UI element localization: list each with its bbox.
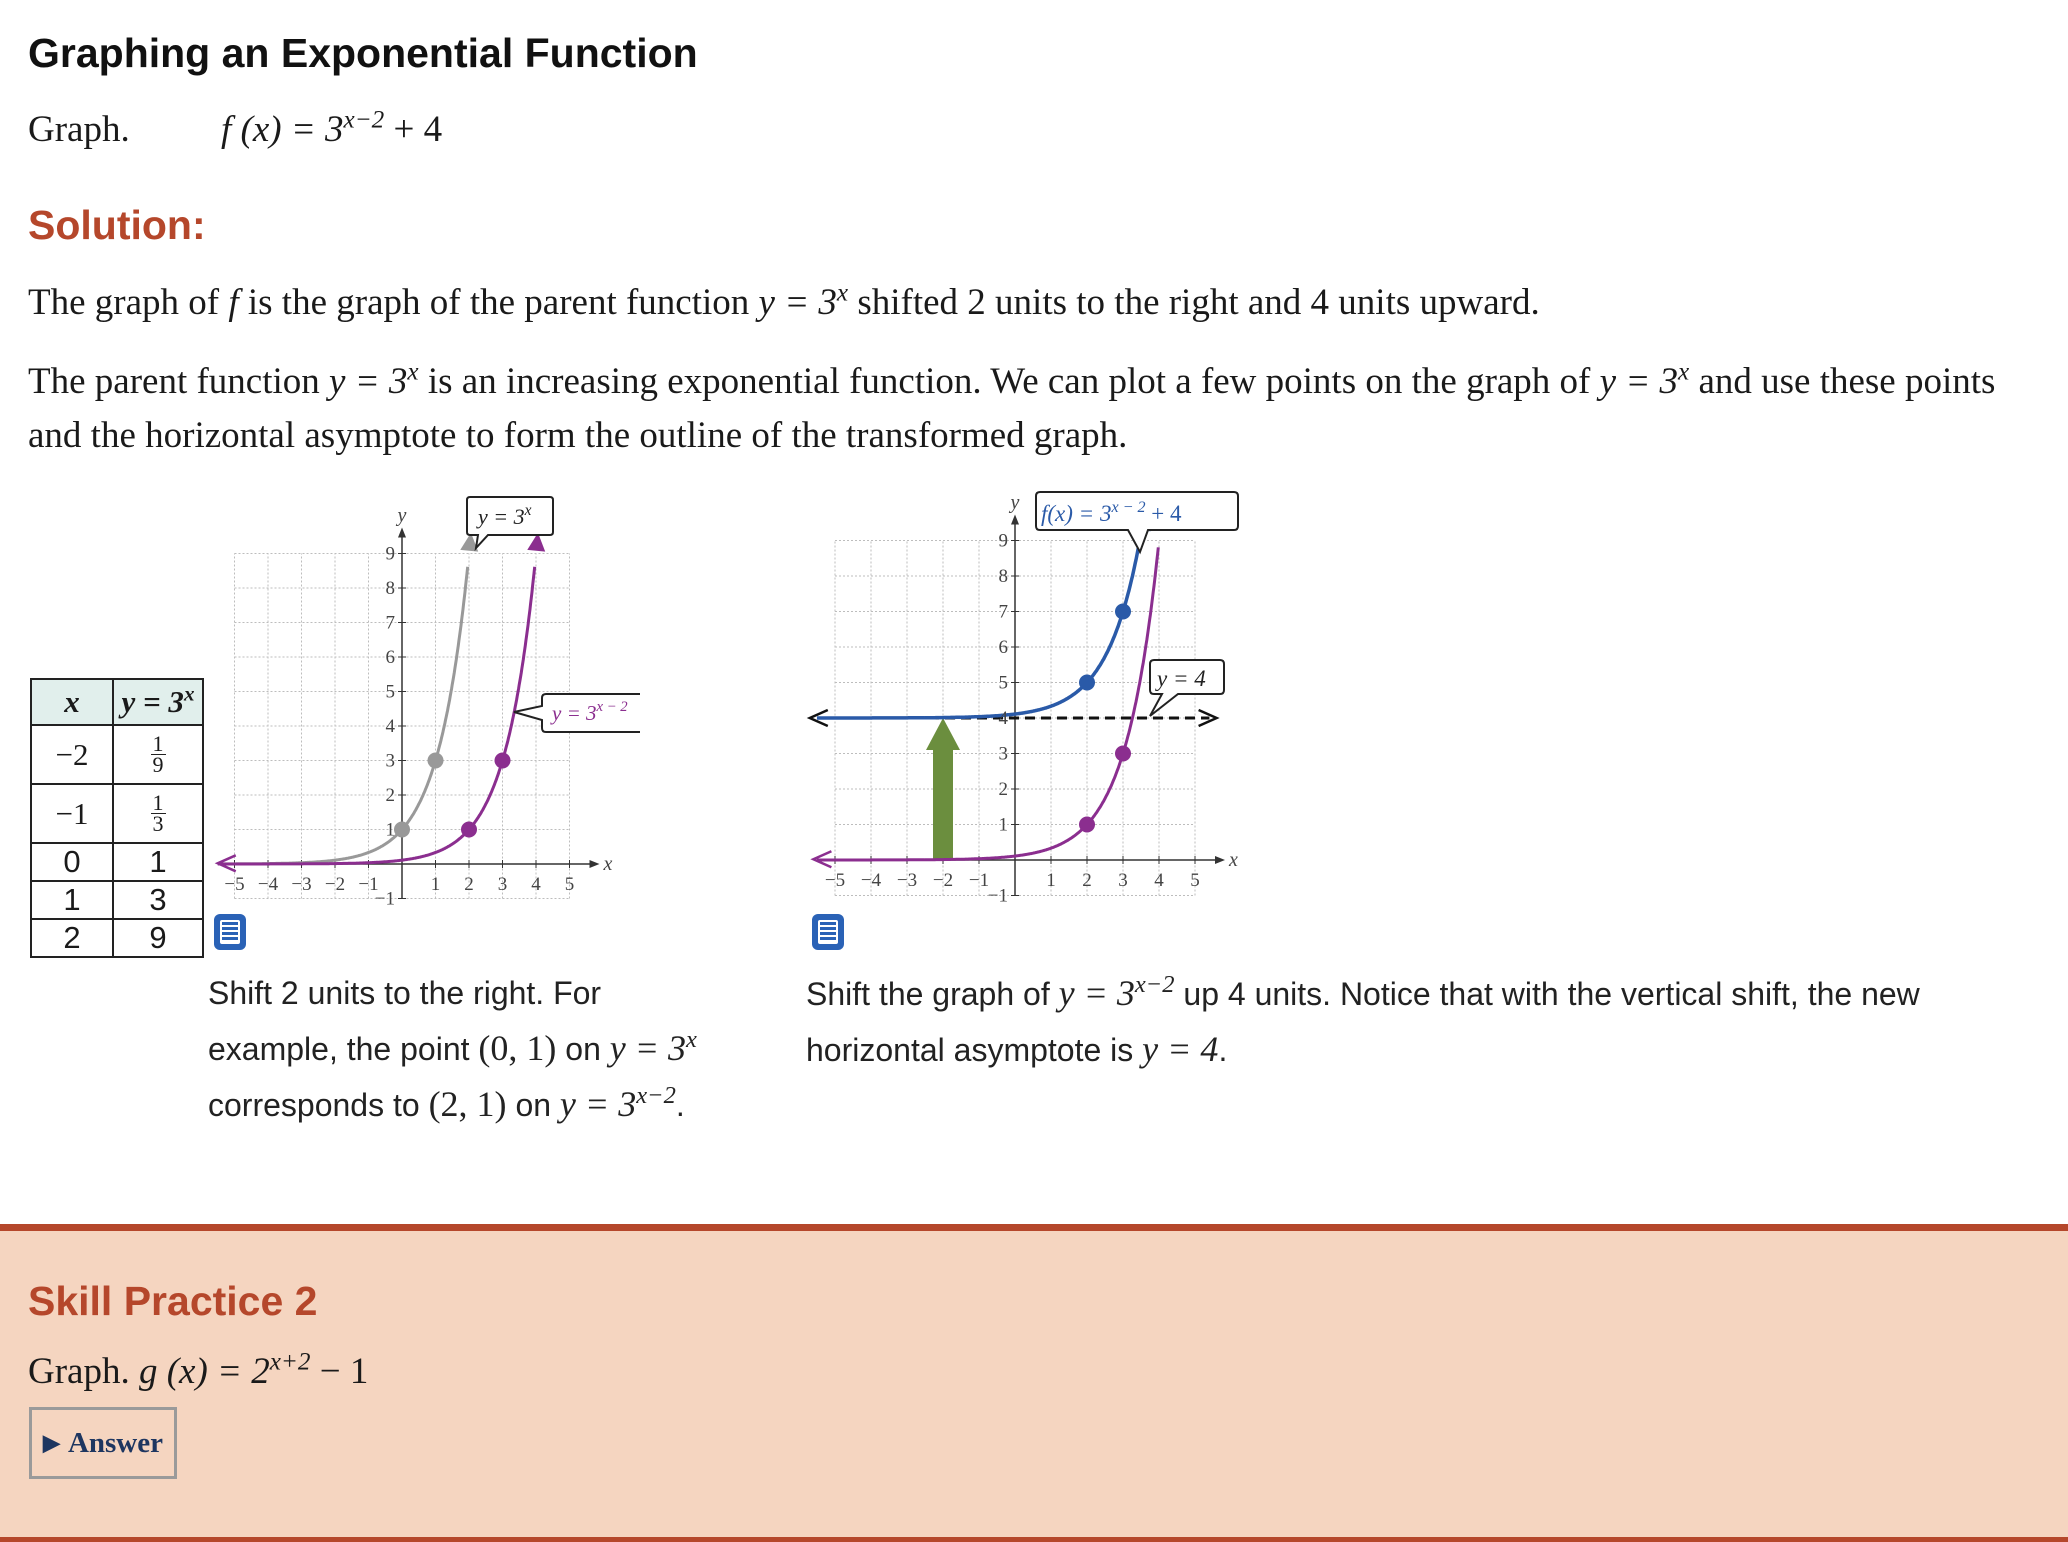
shifted-curve <box>218 567 535 864</box>
problem-function: f $(x) = 3^{x-2} + 4$ <box>220 106 443 150</box>
table-row <box>31 843 203 881</box>
y-tick-label: 6 <box>385 647 395 668</box>
table-cell-x: 2 <box>31 919 113 957</box>
x-tick-label: 5 <box>564 874 575 895</box>
shifted-curve <box>817 547 1158 860</box>
skill-practice-heading: Skill Practice 2 <box>28 1278 318 1324</box>
x-tick-label: −3 <box>896 870 918 891</box>
y-axis-label: y <box>397 504 407 527</box>
x-tick-label: −4 <box>257 874 279 895</box>
y-tick-label: 1 <box>998 814 1008 836</box>
table-row <box>31 881 203 919</box>
table-row <box>31 784 203 843</box>
y-tick-label: −1 <box>987 885 1008 907</box>
table-row <box>31 725 203 784</box>
shift-arrow-head <box>926 718 960 750</box>
table-header-y: $y = 3^x$ <box>113 679 203 725</box>
table-cell-y: 1 <box>113 843 203 881</box>
problem-label: Graph. <box>28 109 130 150</box>
x-tick-label: 1 <box>1046 870 1056 891</box>
final-point <box>1115 604 1131 620</box>
callout-f-label: $f(x) = 3^{x - 2} + 4$ <box>1041 499 1182 526</box>
table-header-row <box>31 679 203 725</box>
x-tick-label: 4 <box>531 874 541 895</box>
x-tick-label: −5 <box>224 874 245 895</box>
callout-shifted-label: $y = 3^{x - 2}$ <box>552 699 628 725</box>
table-cell-x: −2 <box>31 725 113 784</box>
y-axis-arrow <box>398 528 406 538</box>
y-tick-label: 5 <box>998 672 1008 694</box>
x-tick-label: −5 <box>824 870 846 891</box>
table-row <box>31 919 203 957</box>
shift-arrow-shaft <box>933 750 953 860</box>
x-tick-label: −2 <box>324 874 346 895</box>
skill-practice-problem: Graph. g $(x) = 2^{x+2} - 1$ <box>28 1348 369 1392</box>
x-tick-label: 5 <box>1190 870 1200 891</box>
x-tick-label: 1 <box>430 874 441 895</box>
graph-parent-and-shifted <box>200 480 640 920</box>
x-tick-label: 3 <box>497 874 508 895</box>
answer-label: Answer <box>67 1426 163 1459</box>
y-tick-label: 2 <box>998 779 1008 800</box>
y-tick-label: 7 <box>385 612 395 634</box>
answer-button[interactable] <box>29 1407 177 1479</box>
x-axis-arrow <box>1215 856 1225 864</box>
y-tick-label: 9 <box>385 543 395 565</box>
y-tick-label: 7 <box>998 601 1008 623</box>
x-axis-label: x <box>603 853 613 875</box>
y-tick-label: 6 <box>998 637 1008 658</box>
y-tick-label: 3 <box>998 743 1008 765</box>
callout-asym-label: y = 4 <box>1157 666 1206 691</box>
y-tick-label: 4 <box>998 708 1008 729</box>
y-tick-label: 9 <box>998 530 1008 552</box>
parent-point <box>394 822 410 838</box>
play-triangle-icon: ▶ <box>43 1430 60 1455</box>
table-cell-x: −1 <box>31 784 113 843</box>
x-tick-label: −3 <box>291 874 312 895</box>
final-point <box>1079 675 1095 691</box>
table-cell-y: 3 <box>113 881 203 919</box>
y-tick-label: 8 <box>998 566 1008 587</box>
values-table <box>30 678 204 958</box>
y-tick-label: 4 <box>385 716 395 737</box>
table-cell-y: $\frac{1}{3}$ <box>113 784 203 843</box>
shifted-point <box>1115 746 1131 762</box>
table-cell-y: $\frac{1}{9}$ <box>113 725 203 784</box>
parent-curve <box>218 567 468 864</box>
shifted-point <box>461 822 477 838</box>
graph1-caption: Shift 2 units to the right. For example, the point (0, 1) on $y = 3^x$ corresponds to (2, 1) on $y = 3^{x-2}$. <box>208 975 697 1124</box>
graph2-labels <box>825 492 1238 907</box>
final-curve <box>817 525 1142 718</box>
graph2-caption: Shift the graph of $y = 3^{x-2}$ up 4 units. Notice that with the vertical shift, the new horizontal asymptote is y = 4. <box>806 971 1920 1069</box>
y-tick-label: 2 <box>385 785 395 806</box>
graph1-curves <box>218 533 545 872</box>
table-cell-y: 9 <box>113 919 203 957</box>
x-tick-label: 2 <box>1082 870 1092 891</box>
y-axis-arrow <box>1011 515 1019 525</box>
table-header-x: x <box>31 679 113 725</box>
problem-statement <box>28 108 442 151</box>
parent-point <box>428 753 444 769</box>
y-tick-label: 5 <box>385 681 395 703</box>
y-axis-label: y <box>1010 491 1020 514</box>
x-tick-label: −1 <box>968 870 990 891</box>
document-icon[interactable] <box>812 914 844 950</box>
table-cell-x: 0 <box>31 843 113 881</box>
shifted-point <box>1079 817 1095 833</box>
y-tick-label: 1 <box>385 819 395 841</box>
graph-vertical-shift <box>800 480 1260 920</box>
x-tick-label: 2 <box>464 874 474 895</box>
shifted-point <box>495 753 511 769</box>
y-tick-label: 8 <box>385 578 395 599</box>
callout-parent-label: $y = 3^x$ <box>478 502 532 529</box>
x-tick-label: 4 <box>1154 870 1164 891</box>
x-tick-label: −2 <box>932 870 954 891</box>
graph2-axes <box>835 515 1225 896</box>
y-tick-label: 3 <box>385 750 395 772</box>
graph1-labels <box>224 497 640 910</box>
x-axis-label: x <box>1229 849 1238 871</box>
x-tick-label: −1 <box>358 874 379 895</box>
solution-paragraph-2: The parent function $y = 3^x$ is an increasing exponential function. We can plot a few points on the graph of $y = 3^x$ and use these points and the horizontal asymptote to form the outline of the transformed graph. <box>28 358 1996 456</box>
x-tick-label: 3 <box>1118 870 1128 891</box>
x-tick-label: −4 <box>860 870 882 891</box>
y-tick-label: −1 <box>374 888 395 910</box>
table-cell-x: 1 <box>31 881 113 919</box>
document-icon[interactable] <box>214 914 246 950</box>
solution-heading: Solution: <box>28 202 206 248</box>
x-axis-arrow <box>590 860 600 868</box>
page-title: Graphing an Exponential Function <box>28 30 698 76</box>
solution-paragraph-1: The graph of f is the graph of the parent function $y = 3^x$ shifted 2 units to the right and 4 units upward. <box>28 279 1540 323</box>
